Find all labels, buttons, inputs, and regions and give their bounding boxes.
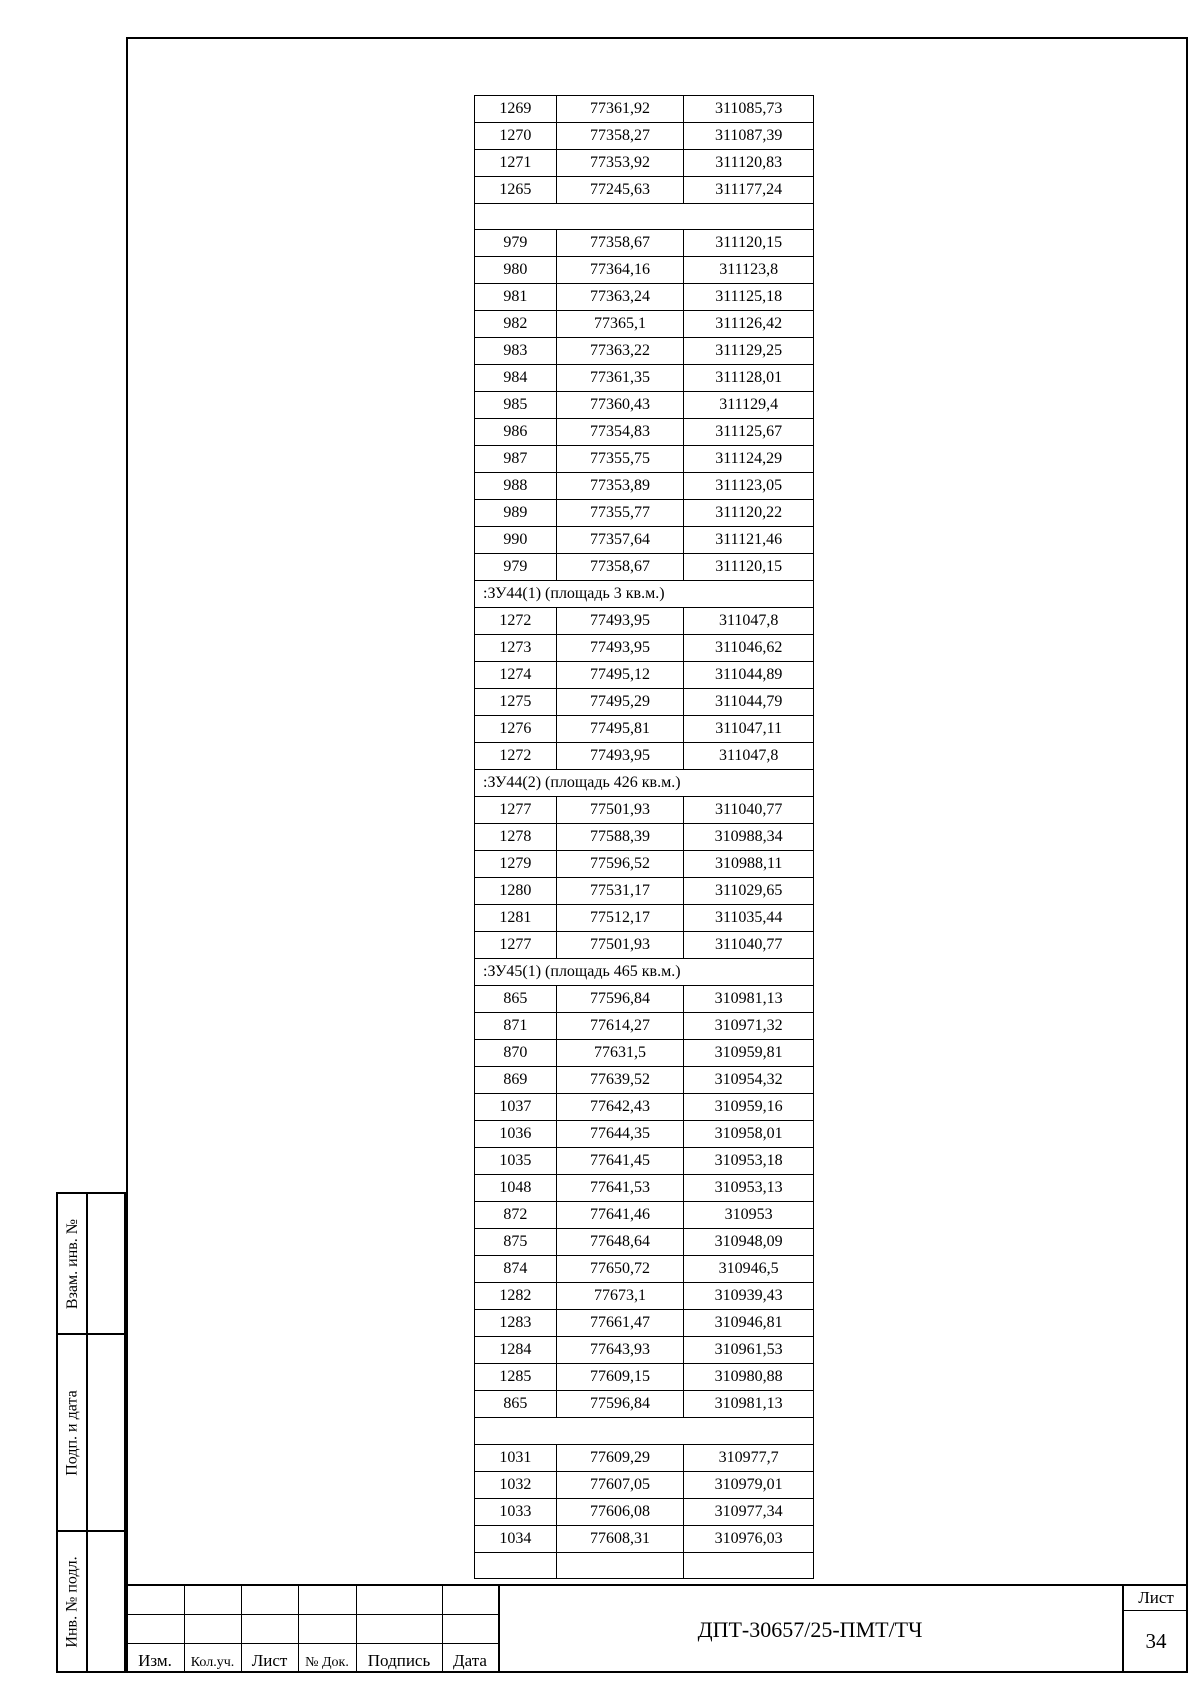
table-row (475, 1283, 814, 1310)
point-number: 1269 (475, 96, 557, 123)
coord-x: 77641,53 (556, 1175, 684, 1202)
coord-y: 311120,22 (684, 500, 814, 527)
point-number: 1035 (475, 1148, 557, 1175)
table-row (475, 689, 814, 716)
coord-y: 311047,11 (684, 716, 814, 743)
coord-x: 77608,31 (556, 1525, 684, 1552)
point-number: 1277 (475, 932, 557, 959)
section-header-row (475, 581, 814, 608)
point-number: 979 (475, 554, 557, 581)
coord-x: 77493,95 (556, 635, 684, 662)
table-row (475, 608, 814, 635)
coord-y: 311120,15 (684, 230, 814, 257)
point-number: 1036 (475, 1121, 557, 1148)
coord-y: 311124,29 (684, 446, 814, 473)
coord-x: 77495,81 (556, 716, 684, 743)
coord-y: 311087,39 (684, 123, 814, 150)
table-row (475, 1337, 814, 1364)
title-block (126, 1584, 1188, 1673)
coord-y: 311123,8 (684, 257, 814, 284)
coord-y: 310979,01 (684, 1471, 814, 1498)
coord-y (684, 1552, 814, 1578)
table-row (475, 1013, 814, 1040)
table-row (475, 851, 814, 878)
table-row (475, 123, 814, 150)
coord-x (556, 1552, 684, 1578)
point-number: 1276 (475, 716, 557, 743)
table-row (475, 1148, 814, 1175)
coord-x: 77355,77 (556, 500, 684, 527)
coord-y: 310953,18 (684, 1148, 814, 1175)
coord-y: 310971,32 (684, 1013, 814, 1040)
point-number: 982 (475, 311, 557, 338)
coord-y: 310977,7 (684, 1444, 814, 1471)
coord-x: 77588,39 (556, 824, 684, 851)
coord-y: 311128,01 (684, 365, 814, 392)
coord-x: 77354,83 (556, 419, 684, 446)
point-number: 872 (475, 1202, 557, 1229)
sheet-number: 34 (1145, 1629, 1167, 1653)
point-number: 1283 (475, 1310, 557, 1337)
coord-y: 310953,13 (684, 1175, 814, 1202)
point-number: 1271 (475, 150, 557, 177)
coord-x: 77641,46 (556, 1202, 684, 1229)
point-number: 874 (475, 1256, 557, 1283)
coord-x: 77501,93 (556, 797, 684, 824)
coord-y: 310959,81 (684, 1040, 814, 1067)
point-number: 980 (475, 257, 557, 284)
point-number: 1281 (475, 905, 557, 932)
table-row (475, 1552, 814, 1578)
table-row (475, 1229, 814, 1256)
table-row (475, 365, 814, 392)
point-number: 979 (475, 230, 557, 257)
coord-y: 311047,8 (684, 743, 814, 770)
section-header-row (475, 770, 814, 797)
stamp-podp-data-label: Подп. и дата (64, 1389, 82, 1476)
point-number: 1273 (475, 635, 557, 662)
table-row (475, 419, 814, 446)
point-number: 983 (475, 338, 557, 365)
table-row (475, 1256, 814, 1283)
point-number: 1274 (475, 662, 557, 689)
table-row (475, 257, 814, 284)
coord-y: 310946,5 (684, 1256, 814, 1283)
coord-x: 77493,95 (556, 743, 684, 770)
table-row (475, 150, 814, 177)
table-row (475, 96, 814, 123)
coord-y: 311126,42 (684, 311, 814, 338)
coord-x: 77495,29 (556, 689, 684, 716)
col-izm: Изм. (138, 1651, 172, 1670)
coord-y: 310977,34 (684, 1498, 814, 1525)
coord-y: 311120,15 (684, 554, 814, 581)
coord-y: 311120,83 (684, 150, 814, 177)
col-data: Дата (453, 1651, 487, 1670)
table-row (475, 554, 814, 581)
document-code: ДПТ-30657/25-ПМТ/ТЧ (697, 1616, 923, 1642)
coord-y: 310980,88 (684, 1364, 814, 1391)
section-header: :ЗУ44(2) (площадь 426 кв.м.) (475, 770, 814, 797)
point-number: 985 (475, 392, 557, 419)
coord-x: 77609,29 (556, 1444, 684, 1471)
coord-x: 77358,67 (556, 554, 684, 581)
coord-y: 311044,89 (684, 662, 814, 689)
col-podpis: Подпись (367, 1651, 431, 1670)
coord-y: 310988,34 (684, 824, 814, 851)
coord-y: 310981,13 (684, 1391, 814, 1418)
col-kol-uch: Кол.уч. (190, 1655, 235, 1670)
point-number: 1037 (475, 1094, 557, 1121)
table-row (475, 1202, 814, 1229)
point-number: 989 (475, 500, 557, 527)
stamp-vzam-inv-label: Взам. инв. № (64, 1218, 82, 1309)
coord-x: 77639,52 (556, 1067, 684, 1094)
table-row (475, 878, 814, 905)
table-row (475, 635, 814, 662)
table-row (475, 1498, 814, 1525)
table-row (475, 1310, 814, 1337)
table-row (475, 743, 814, 770)
coord-x: 77644,35 (556, 1121, 684, 1148)
coord-x: 77606,08 (556, 1498, 684, 1525)
table-row (475, 1364, 814, 1391)
point-number: 1032 (475, 1471, 557, 1498)
coord-x: 77363,22 (556, 338, 684, 365)
point-number: 1272 (475, 608, 557, 635)
coord-y: 311047,8 (684, 608, 814, 635)
coord-y: 311040,77 (684, 797, 814, 824)
point-number: 1272 (475, 743, 557, 770)
table-row (475, 446, 814, 473)
section-header-row (475, 959, 814, 986)
coord-y: 310988,11 (684, 851, 814, 878)
coord-x: 77358,27 (556, 123, 684, 150)
table-row (475, 824, 814, 851)
coord-x: 77493,95 (556, 608, 684, 635)
coord-x: 77661,47 (556, 1310, 684, 1337)
coord-y: 311129,25 (684, 338, 814, 365)
point-number: 986 (475, 419, 557, 446)
coord-y: 311085,73 (684, 96, 814, 123)
point-number: 869 (475, 1067, 557, 1094)
point-number: 1282 (475, 1283, 557, 1310)
coord-y: 310939,43 (684, 1283, 814, 1310)
coord-y: 311029,65 (684, 878, 814, 905)
table-row (475, 1040, 814, 1067)
table-row (475, 500, 814, 527)
blank-row (475, 204, 814, 230)
coord-x: 77245,63 (556, 177, 684, 204)
coord-y: 310954,32 (684, 1067, 814, 1094)
table-row (475, 230, 814, 257)
coord-y: 310948,09 (684, 1229, 814, 1256)
coord-y: 310959,16 (684, 1094, 814, 1121)
table-row (475, 1391, 814, 1418)
table-row (475, 1525, 814, 1552)
point-number: 1033 (475, 1498, 557, 1525)
table-row (475, 177, 814, 204)
coord-x: 77358,67 (556, 230, 684, 257)
coord-y: 311177,24 (684, 177, 814, 204)
point-number: 981 (475, 284, 557, 311)
point-number (475, 1552, 557, 1578)
point-number: 871 (475, 1013, 557, 1040)
coord-y: 311121,46 (684, 527, 814, 554)
coord-y: 311035,44 (684, 905, 814, 932)
table-row (475, 932, 814, 959)
point-number: 1277 (475, 797, 557, 824)
coord-x: 77357,64 (556, 527, 684, 554)
coord-y: 310981,13 (684, 986, 814, 1013)
coord-y: 311044,79 (684, 689, 814, 716)
table-row (475, 1094, 814, 1121)
coord-x: 77501,93 (556, 932, 684, 959)
col-n-dok: № Док. (305, 1655, 349, 1670)
coord-y: 310953 (684, 1202, 814, 1229)
point-number: 1285 (475, 1364, 557, 1391)
coord-x: 77512,17 (556, 905, 684, 932)
sheet-label: Лист (1124, 1586, 1188, 1611)
coord-x: 77365,1 (556, 311, 684, 338)
point-number: 1265 (475, 177, 557, 204)
table-row (475, 1471, 814, 1498)
coord-y: 311125,67 (684, 419, 814, 446)
point-number: 984 (475, 365, 557, 392)
point-number: 1284 (475, 1337, 557, 1364)
table-row (475, 1175, 814, 1202)
col-list: Лист (251, 1651, 288, 1670)
coord-y: 311046,62 (684, 635, 814, 662)
coord-y: 310961,53 (684, 1337, 814, 1364)
coord-x: 77596,84 (556, 1391, 684, 1418)
table-row (475, 1067, 814, 1094)
point-number: 1278 (475, 824, 557, 851)
point-number: 1279 (475, 851, 557, 878)
coord-y: 310946,81 (684, 1310, 814, 1337)
coord-y: 311123,05 (684, 473, 814, 500)
coord-y: 310958,01 (684, 1121, 814, 1148)
point-number: 870 (475, 1040, 557, 1067)
coord-x: 77495,12 (556, 662, 684, 689)
coord-x: 77650,72 (556, 1256, 684, 1283)
coord-x: 77364,16 (556, 257, 684, 284)
coord-x: 77673,1 (556, 1283, 684, 1310)
point-number: 987 (475, 446, 557, 473)
coord-x: 77363,24 (556, 284, 684, 311)
stamp-vzam-inv (56, 1192, 126, 1335)
coord-x: 77596,84 (556, 986, 684, 1013)
coord-x: 77353,92 (556, 150, 684, 177)
point-number: 1270 (475, 123, 557, 150)
coord-x: 77360,43 (556, 392, 684, 419)
point-number: 875 (475, 1229, 557, 1256)
stamp-inv-podl (56, 1530, 126, 1673)
table-row (475, 1444, 814, 1471)
coord-x: 77596,52 (556, 851, 684, 878)
table-row (475, 527, 814, 554)
coord-x: 77641,45 (556, 1148, 684, 1175)
coord-y: 311125,18 (684, 284, 814, 311)
table-row (475, 662, 814, 689)
stamp-podp-data (56, 1333, 126, 1532)
coord-x: 77355,75 (556, 446, 684, 473)
coordinates-table (474, 95, 814, 1579)
point-number: 1031 (475, 1444, 557, 1471)
coord-y: 311040,77 (684, 932, 814, 959)
point-number: 990 (475, 527, 557, 554)
section-header: :ЗУ44(1) (площадь 3 кв.м.) (475, 581, 814, 608)
table-row (475, 284, 814, 311)
coord-x: 77609,15 (556, 1364, 684, 1391)
coord-x: 77361,35 (556, 365, 684, 392)
blank-row (475, 1418, 814, 1444)
coord-x: 77642,43 (556, 1094, 684, 1121)
coord-x: 77607,05 (556, 1471, 684, 1498)
point-number: 988 (475, 473, 557, 500)
table-row (475, 716, 814, 743)
table-row (475, 986, 814, 1013)
coord-x: 77531,17 (556, 878, 684, 905)
point-number: 865 (475, 986, 557, 1013)
table-row (475, 338, 814, 365)
sheet-box (1122, 1586, 1188, 1673)
point-number: 1034 (475, 1525, 557, 1552)
coord-x: 77361,92 (556, 96, 684, 123)
table-row (475, 473, 814, 500)
coord-y: 311129,4 (684, 392, 814, 419)
table-row (475, 905, 814, 932)
coord-x: 77631,5 (556, 1040, 684, 1067)
coord-x: 77353,89 (556, 473, 684, 500)
point-number: 1275 (475, 689, 557, 716)
coord-y: 310976,03 (684, 1525, 814, 1552)
point-number: 1280 (475, 878, 557, 905)
point-number: 865 (475, 1391, 557, 1418)
table-row (475, 392, 814, 419)
stamp-inv-podl-label: Инв. № подл. (64, 1555, 82, 1648)
table-row (475, 311, 814, 338)
coord-x: 77643,93 (556, 1337, 684, 1364)
section-header: :ЗУ45(1) (площадь 465 кв.м.) (475, 959, 814, 986)
table-row (475, 1121, 814, 1148)
coord-x: 77614,27 (556, 1013, 684, 1040)
coord-x: 77648,64 (556, 1229, 684, 1256)
point-number: 1048 (475, 1175, 557, 1202)
table-row (475, 797, 814, 824)
